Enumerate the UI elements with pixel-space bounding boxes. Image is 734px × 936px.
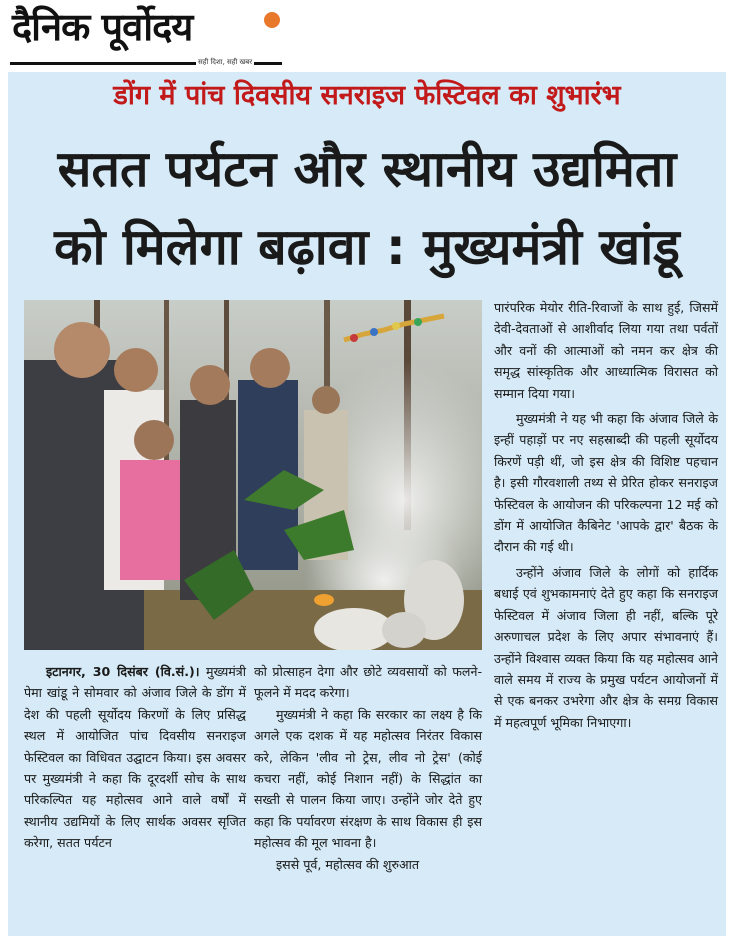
article-column-1 bbox=[24, 661, 246, 854]
column-3-paragraph-3-text: उन्होंने अंजाव जिले के लोगों को हार्दिक बधाई एवं शुभकामनाएं देते हुए कहा कि सनराइज फेस्टिवल में अंजाव जिला ही नहीं, बल्कि पूरे अरुणाचल प्रदेश के लिए अपार संभावनाएं हैं। उन्होंने विश्वास व्यक्त किया कि यह महोत्सव आने वाले समय में राज्य के प्रमुख पर्यटन आयोजनों में से एक बनकर उभरेगा और क्षेत्र के समग्र विकास में महत्वपूर्ण भूमिका निभाएगा। bbox=[494, 564, 718, 730]
column-2-paragraph-3 bbox=[254, 854, 482, 875]
headline-line-2: को मिलेगा बढ़ावा : मुख्यमंत्री खांडू bbox=[54, 218, 680, 276]
column-2-paragraph-3-text: इससे पूर्व, महोत्सव की शुरुआत bbox=[276, 856, 420, 872]
column-1-paragraph bbox=[24, 661, 246, 854]
article-column-3 bbox=[494, 297, 718, 733]
logo-dot-icon bbox=[264, 12, 280, 28]
column-3-paragraph-3 bbox=[494, 562, 718, 733]
column-3-paragraph-2-text: मुख्यमंत्री ने यह भी कहा कि अंजाव जिले के इन्हीं पहाड़ों पर नए सहस्राब्दी की पहली सूर्योदय किरणें पड़ी थीं, जो इस क्षेत्र की विशिष्ट पहचान है। इसी गौरवशाली तथ्य से प्रेरित होकर सनराइज फेस्टिवल के आयोजन की परिकल्पना 12 मई को डोंग में आयोजित कैबिनेट 'आपके द्वार' बैठक के दौरान की गई थी। bbox=[494, 411, 718, 555]
column-2-paragraph-2 bbox=[254, 704, 482, 854]
article-photo bbox=[24, 300, 482, 650]
newspaper-logo: दैनिक पूर्वोदय bbox=[12, 5, 193, 49]
article-kicker: डोंग में पांच दिवसीय सनराइज फेस्टिवल का शुभारंभ bbox=[113, 80, 621, 111]
column-2-paragraph-2-text: मुख्यमंत्री ने कहा कि सरकार का लक्ष्य है कि अगले एक दशक में यह महोत्सव निरंतर विकास करे, लेकिन 'लीव नो ट्रेस, लीव नो ट्रेस' (कोई कचरा नहीं, कोई निशान नहीं) के सिद्धांत का सख्ती से पालन किया जाए। उन्होंने जोर देते हुए कहा कि पर्यावरण संरक्षण के साथ विकास ही इस महोत्सव की मूल भावना है। bbox=[254, 706, 482, 851]
column-1-text: मुख्यमंत्री पेमा खांडू ने सोमवार को अंजाव जिले के डोंग में देश की पहली सूर्योदय किरणों के लिए प्रसिद्ध स्थल में आयोजित पांच दिवसीय सनराइज फेस्टिवल का विधिवत उद्घाटन किया। इस अवसर पर मुख्यमंत्री ने कहा कि दूरदर्शी सोच के साथ परिकल्पित यह महोत्सव आने वाले वर्षों में स्थानीय उद्यमियों के लिए सार्थक अवसर सृजित करेगा, सतत पर्यटन bbox=[24, 664, 246, 851]
column-3-paragraph-1: पारंपरिक मेयोर रीति-रिवाजों के साथ हुई, जिसमें देवी-देवताओं से आशीर्वाद लिया गया तथा पर्वतों और वनों की आत्माओं को नमन कर क्षेत्र की समृद्ध सांस्कृतिक और आध्यात्मिक विरासत को सम्मान दिया गया। bbox=[494, 300, 718, 401]
masthead bbox=[0, 0, 734, 72]
article-dateline: इटानगर, 30 दिसंबर (वि.सं.)। bbox=[46, 664, 200, 679]
headline-line-1: सतत पर्यटन और स्थानीय उद्यमिता bbox=[57, 140, 677, 198]
article-column-2 bbox=[254, 661, 482, 875]
column-3-paragraph-2 bbox=[494, 408, 718, 558]
column-2-paragraph-1: को प्रोत्साहन देगा और छोटे व्यवसायों को फलने-फूलने में मदद करेगा। bbox=[254, 664, 482, 701]
masthead-tagline: सही दिशा, सही खबर bbox=[198, 58, 253, 66]
